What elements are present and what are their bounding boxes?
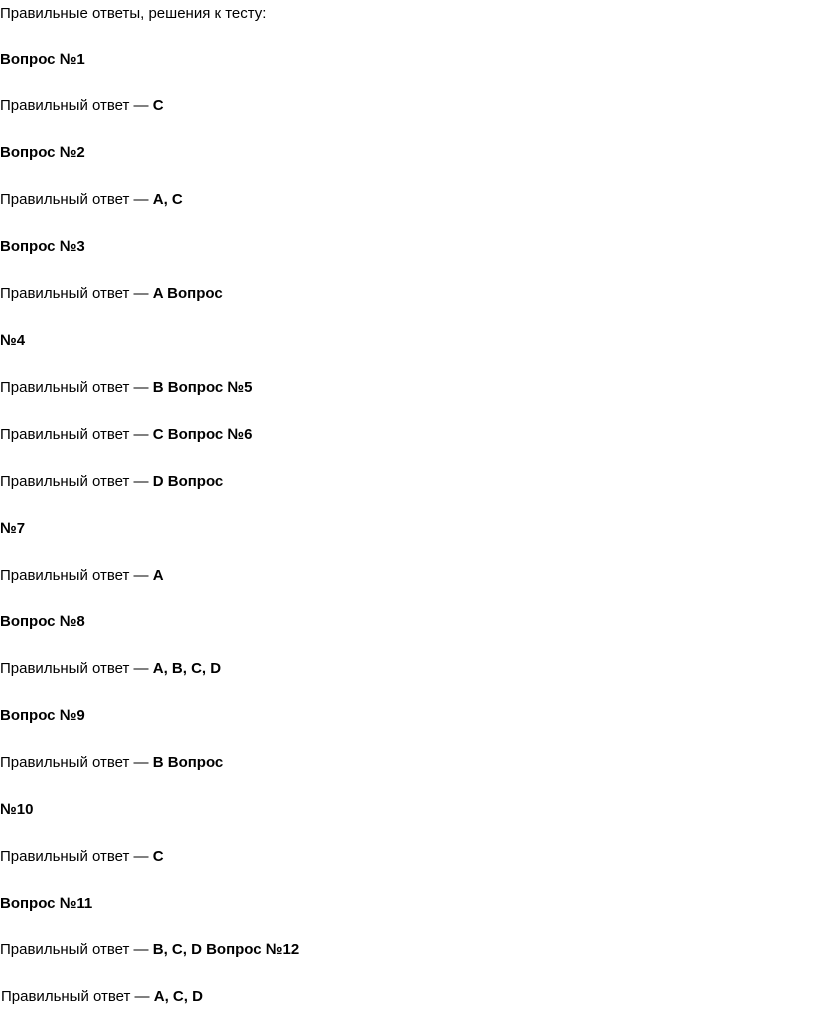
answer-value: C [152,848,164,865]
answer-value: A, C, D [153,988,203,1005]
answer-label: Правильный ответ — [0,941,153,958]
question-heading-11 [0,894,92,914]
answer-value: D Вопрос [152,473,224,490]
answer-label: Правильный ответ — [0,848,153,865]
line-bold-text: №7 [0,520,26,537]
answer-value: C [152,97,164,114]
question-heading-2 [0,143,85,163]
answer-label: Правильный ответ — [1,988,154,1005]
answer-line-4 [0,378,253,398]
line-bold-text: Вопрос №2 [0,144,85,161]
question-heading-9 [0,706,85,726]
question-heading-10 [0,800,33,820]
answer-line-7 [0,566,164,586]
answer-value: A Вопрос [152,285,223,302]
answer-value: A [152,567,164,584]
line-bold-text: Вопрос №8 [0,613,85,630]
answer-label: Правильный ответ — [0,754,153,771]
answer-label: Правильный ответ — [0,285,153,302]
answer-line-2 [0,190,183,210]
question-heading-7 [0,519,25,539]
question-heading-1 [0,50,85,70]
answer-value: B Вопрос №5 [152,379,253,396]
line-bold-text: Вопрос №1 [0,51,85,68]
answer-label: Правильный ответ — [0,97,153,114]
answer-line-5 [0,425,253,445]
answer-line-8 [0,659,221,679]
answer-label: Правильный ответ — [0,473,153,490]
line-bold-text: Вопрос №3 [0,238,85,255]
answer-value: A, C [152,191,183,208]
answer-line-1 [0,96,164,116]
answer-line-9 [0,753,223,773]
answer-value: B, C, D Вопрос №12 [152,941,300,958]
answer-line-11 [0,940,299,960]
answer-line-12 [1,987,203,1007]
document-title: Правильные ответы, решения к тесту: [0,5,267,22]
line-bold-text: №10 [0,801,34,818]
answer-label: Правильный ответ — [0,660,153,677]
answer-line-6 [0,472,223,492]
line-bold-text: Вопрос №9 [0,707,85,724]
answer-value: B Вопрос [152,754,224,771]
line-bold-text: №4 [0,332,26,349]
answer-value: C Вопрос №6 [152,426,253,443]
answer-line-3 [0,284,223,304]
answer-value: A, B, C, D [152,660,222,677]
answer-label: Правильный ответ — [0,567,153,584]
answer-label: Правильный ответ — [0,191,153,208]
question-heading-3 [0,237,85,257]
answer-line-10 [0,847,164,867]
line-bold-text: Вопрос №11 [0,895,93,912]
question-heading-4 [0,331,25,351]
answer-label: Правильный ответ — [0,426,153,443]
question-heading-8 [0,612,85,632]
answer-label: Правильный ответ — [0,379,153,396]
